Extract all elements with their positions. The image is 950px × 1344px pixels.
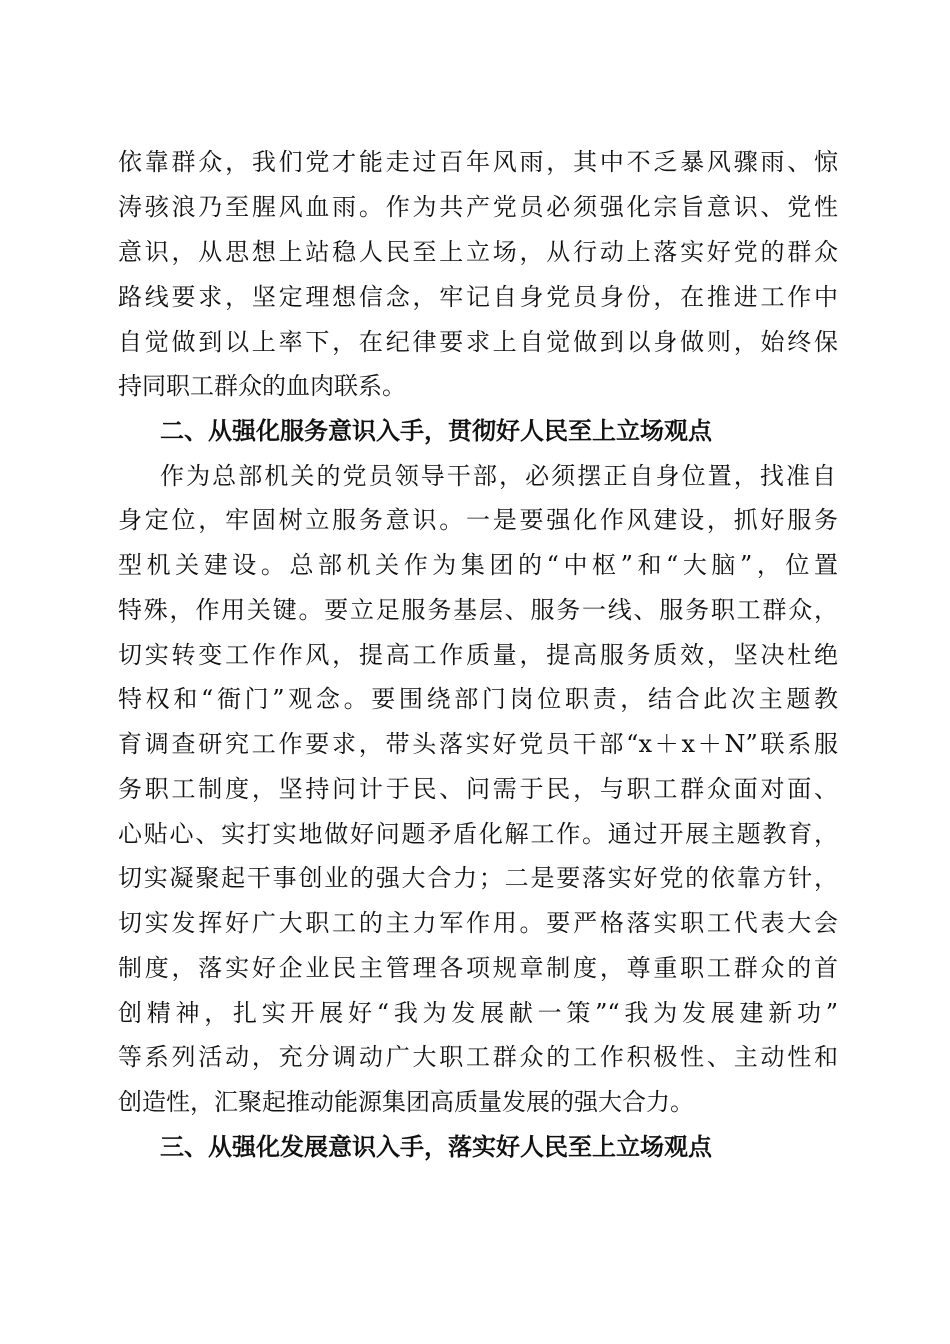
paragraph-line: 身定位，牢固树立服务意识。一是要强化作风建设，抓好服务 [118, 506, 838, 534]
paragraph-line: 意识，从思想上站稳人民至上立场，从行动上落实好党的群众 [118, 238, 838, 266]
paragraph-line: 务职工制度，坚持问计于民、问需于民，与职工群众面对面、 [118, 775, 838, 803]
paragraph-line: 切实发挥好广大职工的主力军作用。要严格落实职工代表大会 [118, 909, 838, 937]
paragraph-line: 自觉做到以上率下，在纪律要求上自觉做到以身做则，始终保 [118, 328, 838, 356]
paragraph-line: 型机关建设。总部机关作为集团的“中枢”和“大脑”，位置 [118, 551, 838, 579]
paragraph-line: 制度，落实好企业民主管理各项规章制度，尊重职工群众的首 [118, 954, 838, 982]
paragraph-line: 特权和“衙门”观念。要围绕部门岗位职责，结合此次主题教 [118, 685, 838, 713]
paragraph-line: 作为总部机关的党员领导干部，必须摆正自身位置，找准自 [160, 462, 836, 490]
paragraph-line: 切实转变工作作风，提高工作质量，提高服务质效，坚决杜绝 [118, 641, 838, 669]
paragraph-line: 依靠群众，我们党才能走过百年风雨，其中不乏暴风骤雨、惊 [118, 148, 838, 176]
paragraph-line: 特殊，作用关键。要立足服务基层、服务一线、服务职工群众， [118, 596, 838, 624]
paragraph-line: 切实凝聚起干事创业的强大合力；二是要落实好党的依靠方针， [118, 864, 838, 892]
paragraph-line: 育调查研究工作要求，带头落实好党员干部“x＋x＋N”联系服 [118, 730, 838, 758]
paragraph-line: 涛骇浪乃至腥风血雨。作为共产党员必须强化宗旨意识、党性 [118, 193, 838, 221]
paragraph-line: 持同职工群众的血肉联系。 [118, 372, 406, 400]
section-heading-2: 二、从强化服务意识入手，贯彻好人民至上立场观点 [160, 417, 712, 445]
section-heading-3: 三、从强化发展意识入手，落实好人民至上立场观点 [160, 1133, 712, 1161]
paragraph-line: 等系列活动，充分调动广大职工群众的工作积极性、主动性和 [118, 1043, 838, 1071]
paragraph-line: 创精神，扎实开展好“我为发展献一策”“我为发展建新功” [118, 999, 838, 1027]
paragraph-line: 创造性，汇聚起推动能源集团高质量发展的强大合力。 [118, 1088, 694, 1116]
paragraph-line: 路线要求，坚定理想信念，牢记自身党员身份，在推进工作中 [118, 283, 838, 311]
paragraph-line: 心贴心、实打实地做好问题矛盾化解工作。通过开展主题教育， [118, 820, 838, 848]
